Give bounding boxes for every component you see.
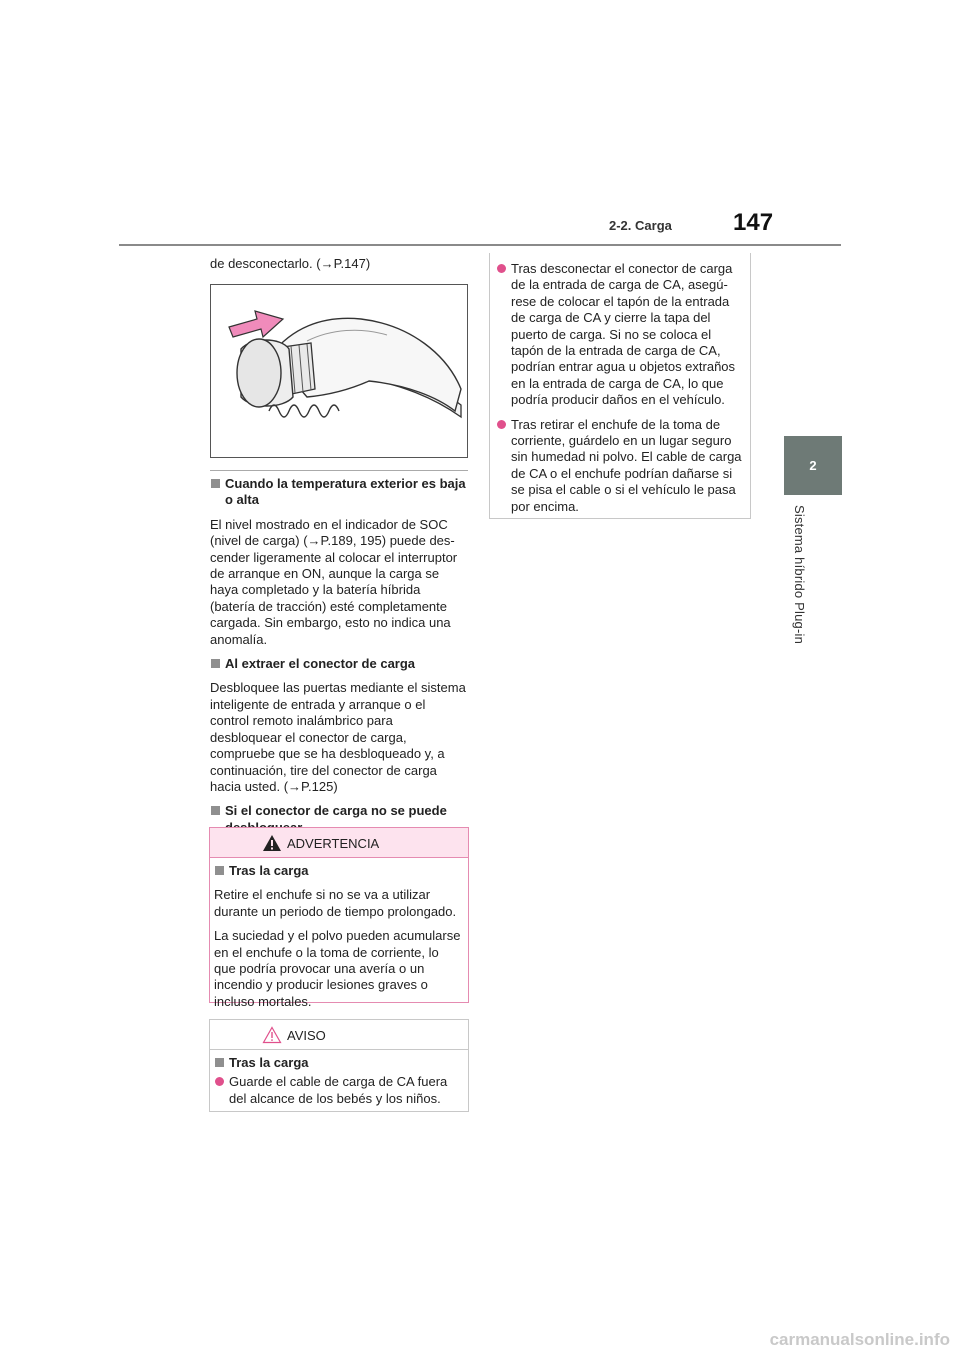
chapter-tab[interactable]	[784, 436, 842, 495]
left-column-intro	[210, 256, 470, 280]
warning-paragraph: Retire el enchufe si no se va a utilizar durante un periodo de tiempo prolongado.	[214, 887, 457, 919]
notice-heading: Tras la carga	[214, 1055, 464, 1071]
warning-header	[210, 828, 468, 858]
section-heading: Si el conector de carga no se puede	[210, 803, 466, 836]
charging-connector-illustration	[210, 284, 468, 458]
header-divider	[119, 244, 841, 246]
warning-title: ADVERTENCIA	[287, 836, 380, 851]
section-heading: Al extraer el conector de carga	[210, 656, 466, 672]
section-temperature	[210, 476, 466, 648]
page-number: 147	[733, 209, 774, 236]
notice-box	[209, 1019, 469, 1112]
warning-box	[209, 827, 469, 1009]
watermark-text: carmanualsonline.info	[769, 1330, 950, 1349]
chapter-number: 2	[809, 458, 817, 473]
warning-body	[210, 858, 468, 1010]
notice-body	[210, 1050, 468, 1107]
section-body: Desbloquee las puertas mediante el sistema inteligente de entrada y arranque o el control remoto inalámbrico para desbloquear el conector de carga, compruebe que se ha desbloqueado y, a continuación, tire del conector de carga hacia usted. (→P.125)	[210, 680, 466, 794]
right-bullet: Tras desconectar el conector de carga de la entrada de carga de CA, asegú- rese de colocar el tapón de la entrada de carga de CA y cierre la tapa del puerto de carga. Si no se coloca el tapón de la entrada de carga de CA, podrían entrar agua u objetos extraños en la entrada de carga de CA, lo que podría producir daños en el vehículo.	[496, 261, 742, 409]
chapter-title: Sistema híbrido Plug-in	[792, 505, 807, 644]
right-continued-box	[489, 253, 751, 519]
warning-triangle-icon	[262, 834, 282, 852]
notice-bullet: Guarde el cable de carga de CA fuera del alcance de los bebés y los niños.	[214, 1074, 464, 1107]
right-box-body	[490, 253, 750, 515]
connector-drawing	[211, 285, 467, 457]
section-title: 2-2. Carga	[609, 218, 672, 233]
warning-paragraph: La suciedad y el polvo pueden acumularse en el enchufe o la toma de corriente, lo que podría provocar una avería o un incendio y producir lesiones graves o incluso mortales.	[214, 928, 461, 1009]
section-body: El nivel mostrado en el indicador de SOC (nivel de carga) (→P.189, 195) puede des- cender ligeramente al colocar el interruptor de arranque en ON, aunque la carga se haya completado y la batería híbrida (batería de tracción) esté completamente cargada. Sin embargo, esto no indica una anomalía.	[210, 516, 458, 647]
notice-header	[210, 1020, 468, 1050]
section-divider	[210, 470, 468, 471]
warning-heading: Tras la carga	[214, 863, 464, 879]
caution-triangle-icon	[262, 1026, 282, 1044]
intro-text: de desconectarlo. (→P.147)	[210, 256, 371, 271]
notice-title: AVISO	[287, 1028, 326, 1043]
section-remove-connector	[210, 656, 466, 795]
left-column-sections	[210, 476, 466, 869]
right-bullet: Tras retirar el enchufe de la toma de corriente, guárdelo en un lugar seguro sin humedad ni polvo. El cable de carga de CA o el enchufe podrían dañarse si se pisa el cable o si el vehículo le pasa por encima.	[496, 417, 742, 515]
section-heading: Cuando la temperatura exterior es baja o alta	[210, 476, 466, 509]
